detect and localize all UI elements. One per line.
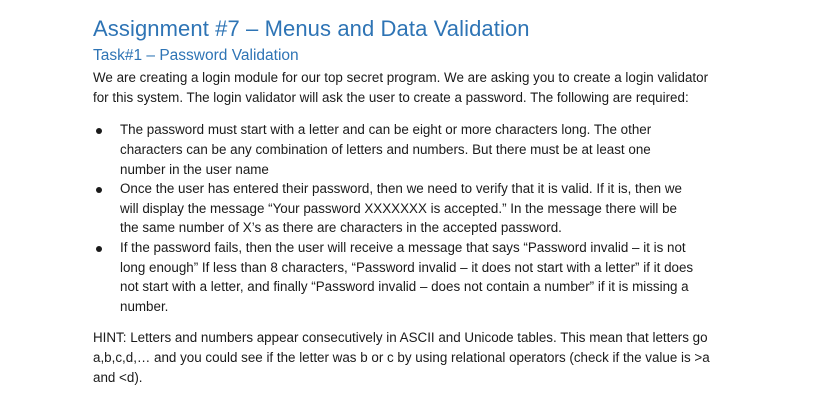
bullet-icon (96, 128, 102, 134)
list-item-text: The password must start with a letter and can be eight or more characters long. The other characters can be any combination of letters and numbers. But there must be at least one number in the user name (120, 122, 652, 177)
task-heading: Task#1 – Password Validation (93, 47, 299, 64)
list-item (93, 120, 697, 179)
hint-paragraph: HINT: Letters and numbers appear consecutively in ASCII and Unicode tables. This mean that letters go a,b,c,d,… and you could see if the letter was b or c by using relational operators (check if the value is >a and <d). (93, 330, 710, 385)
list-item-text: Once the user has entered their password, then we need to verify that it is valid. If it is, then we will display the message “Your password XXXXXXX is accepted.” In the message there will be the same number of X’s as there are characters in the accepted password. (120, 181, 682, 236)
list-item (93, 238, 697, 316)
bullet-icon (96, 246, 102, 252)
list-item (93, 179, 697, 238)
assignment-title: Assignment #7 – Menus and Data Validation (93, 16, 530, 41)
bullet-icon (96, 187, 102, 193)
list-item-text: If the password fails, then the user will receive a message that says “Password invalid – it is not long enough” If less than 8 characters, “Password invalid – it does not start with a letter” if it does not start with a letter, and finally “Password invalid – does not contain a number” if it is missing a number. (120, 239, 694, 314)
requirements-list (93, 120, 697, 316)
intro-paragraph: We are creating a login module for our top secret program. We are asking you to create a login validator for this system. The login validator will ask the user to create a password. The following are required: (93, 70, 709, 105)
